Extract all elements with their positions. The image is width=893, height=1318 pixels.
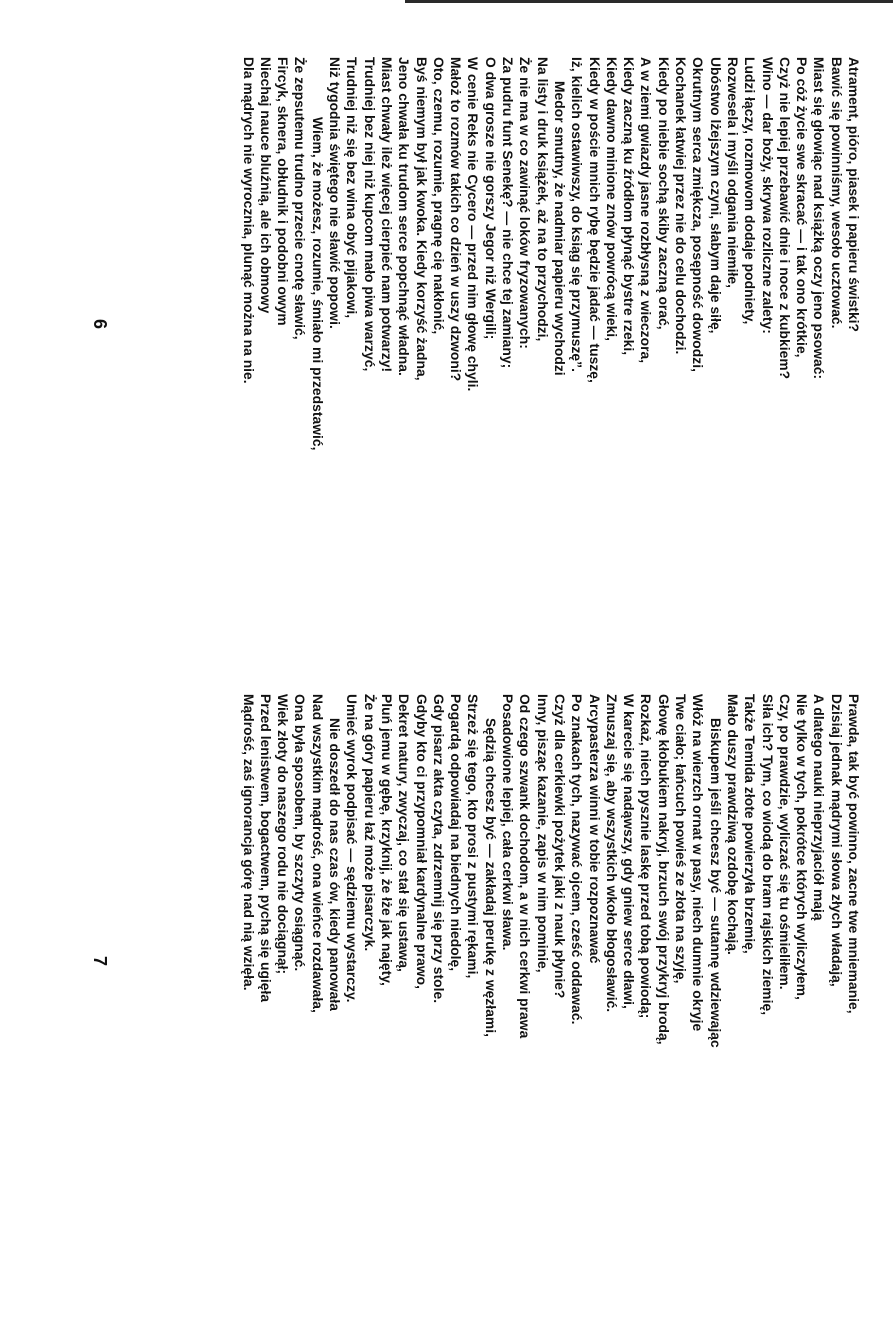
text-line: Prawda, tak być powinno, zacne twe mniemanie, — [846, 694, 861, 1014]
text-line: Nie doszedł do nas czas ów, kiedy panowała — [327, 718, 343, 1011]
text-line: O dwa grosze nie gorszy Jegor niż Wergili; — [482, 57, 498, 340]
page-number: 7 — [90, 956, 110, 967]
text-line: Fircyk, sknera, obłudnik i podobni owym — [275, 57, 291, 326]
text-line: Kochanek łatwiej przez nie do celu dochodzi. — [673, 57, 689, 355]
text-line: Na listy i druk książek, aż na to przychodzi, — [534, 57, 550, 342]
text-line: Za pudru funt Senekę? — nie chce tej zamiany; — [500, 57, 516, 369]
page-number: 6 — [90, 319, 110, 330]
text-line: Niechaj nauce bluźnią, ale ich obmowy — [257, 57, 273, 314]
text-line: Ona była sposobem, by szczyty osiągnąć. — [292, 694, 308, 972]
page-7-text — [239, 694, 862, 1318]
text-line: Kiedy w poście mnich rybę będzie jadać — tuszę, — [586, 57, 602, 383]
text-line: Po cóż życie swe skracać — i tak ono krótkie, — [794, 57, 810, 358]
text-line: Zmuszaj się, aby wszystkich wkoło błogosławić. — [603, 694, 619, 1013]
text-line: Ludzi łączy, rozmowom dodaje podniety, — [742, 57, 758, 325]
text-line: Inny, pisząc kazanie, zapis w nim pominie, — [534, 694, 550, 973]
text-line: Strzeż się tego, kto prosi z pustymi rękami, — [465, 694, 481, 979]
text-line: Dzisiaj jednak mądrymi słowa złych władają, — [828, 694, 844, 987]
text-line: Czy, po prawdzie, wyliczać się tu ośmieliłem. — [776, 694, 792, 990]
text-line: Iż, kielich ostawiwszy, do ksiąg się przymuszę”. — [569, 57, 585, 372]
text-line: Pogardą odpowiadaj na biednych niedolę, — [448, 694, 464, 972]
text-line: Twe ciało; łańcuch powieś ze złota na szyję, — [673, 694, 689, 984]
text-line: Czyż dla cerkiewki pożytek jaki z nauk płynie? — [551, 694, 567, 999]
text-line: Kiedy po niebie sochą skiby zaczną orać, — [655, 57, 671, 330]
text-line: Ubóstwo lżejszym czyni, słabym daje siłę, — [707, 57, 723, 334]
text-line: Od czego szwank dochodom, a w nich cerkwi prawa — [517, 694, 533, 1039]
text-line: Trudniej niż się bez wina obyć pijakowi, — [344, 57, 360, 319]
text-line: Także Temida złote powierzyła brzemię, — [742, 694, 758, 954]
text-line: Włóż na wierzch ornat w pasy, niech dumnie okryje — [690, 694, 706, 1032]
text-line: Kiedy dawno minione znów powrócą wieki, — [603, 57, 619, 342]
text-line: Byś niemym był jak kwoka. Kiedy korzyść żadna, — [413, 57, 429, 381]
text-line: Dla mądrych nie wyrocznia, plunąć można na nie. — [240, 57, 256, 384]
text-line: Że zepsutemu trudno przecie cnotę sławić, — [292, 57, 308, 340]
text-line: Wiem, że możesz, rozumie, śmiało mi przedstawić, — [309, 117, 325, 451]
text-line: Jeno chwała ku trudom serce popchnąć władna. — [396, 57, 412, 376]
text-line: Czyż nie lepiej przebawić dnie i noce z kubkiem? — [776, 57, 792, 380]
text-line: Nie tylko w tych, pokrótce których wyliczyłem, — [794, 694, 810, 1000]
text-line: Okrutnym serca zmiękcza, posępność dowodzi, — [690, 57, 706, 372]
text-line: Rozkaż, niech pysznie laskę przed tobą powiodą; — [638, 694, 654, 1019]
text-line: Trudniej bez niej niż kupcom mało piwa warzyć, — [361, 57, 377, 372]
text-line: W cenie Reks nie Cycero — przed nim głowę chyli. — [465, 57, 481, 392]
text-line: Głowę kłobukiem nakryj, brzuch swój przykryj brodą, — [655, 694, 671, 1045]
text-line: Umieć wyrok podpisać — sędziemu wystarczy. — [344, 694, 360, 1003]
text-line: Oto, czemu, rozumie, pragnę cię nakłonić, — [430, 57, 446, 335]
text-line: Miast się głowiąc nad książką oczy jeno psować: — [811, 57, 827, 380]
text-line: Gdyby kto ci przypomniał kardynalne prawo, — [413, 694, 429, 989]
text-line: Przed lenistwem, bogactwem, pychą się ugięła — [257, 694, 273, 1003]
text-line: Biskupem jeśli chcesz być — sutannę wdziewając — [707, 718, 723, 1048]
text-line: W karecie się nadąwszy, gdy gniew serce dławi, — [621, 694, 637, 1009]
text-line: Kiedy zaczną ku źródłom płynąć bystre rzeki, — [621, 57, 637, 356]
text-line: Małoż to rozmów takich co dzień w uszy dzwoni? — [448, 57, 464, 382]
text-line: Gdy pisarz akta czyta, zdrzemnij się przy stole. — [430, 694, 446, 1004]
text-line: Dekret natury, zwyczaj, co stał się ustawą, — [396, 694, 412, 972]
text-line: Atrament, pióro, piasek i papieru świstki? — [846, 57, 861, 333]
text-line: Że nie ma w co zawinąć loków fryzowanych: — [517, 57, 533, 349]
text-line: Arcypasterza winni w tobie rozpoznawać — [586, 694, 602, 964]
text-line: Mądrość, zaś ignorancja górę nad nią wzięła. — [240, 694, 256, 991]
text-line: Medor smutny, że nadmiar papieru wychodzi — [551, 81, 567, 376]
text-line: A dlatego nauki nieprzyjaciół mają — [811, 694, 827, 921]
text-line: Miast chwały ileż więcej cierpieć nam potwarzy! — [378, 57, 394, 373]
text-line: Że na góry papieru łaź może pisarczyk. — [361, 694, 377, 952]
text-line: Sędzią chcesz być — zakładaj perukę z węzłami, — [482, 718, 498, 1038]
page-6 — [90, 57, 862, 681]
page-6-text — [239, 57, 862, 681]
page-7 — [90, 694, 862, 1318]
text-line: Siła ich? Tym, co wiodą do bram rajskich ziemię, — [759, 694, 775, 1016]
text-line: Wino — dar boży, skrywa rozliczne zalety: — [759, 57, 775, 334]
text-line: A w ziemi gwiazdy jasne rozbłysną z wieczora, — [638, 57, 654, 364]
top-edge-rule — [405, 0, 893, 3]
text-line: Rozwesela i myśli odgania niemiłe, — [724, 57, 740, 288]
text-line: Nad wszystkim mądrość, ona wieńce rozdawała, — [309, 694, 325, 1013]
text-line: Posadowione lepiej, cała cerkwi sława. — [500, 694, 516, 951]
text-line: Wiek złoty do naszego rodu nie dociągnął; — [275, 694, 291, 975]
text-line: Niż tygodnia świętego nie sławić popowi. — [327, 57, 343, 329]
text-line: Pluń jemu w gębę, krzyknij, że łże jak najęty, — [378, 694, 394, 986]
text-line: Bawić się powinniśmy, wesoło ucztować. — [828, 57, 844, 329]
text-line: Mało duszy prawdziwą ozdobę kochają. — [724, 694, 740, 955]
text-line: Po znakach tych, nazywać ojcem, cześć oddawać. — [569, 694, 585, 1025]
